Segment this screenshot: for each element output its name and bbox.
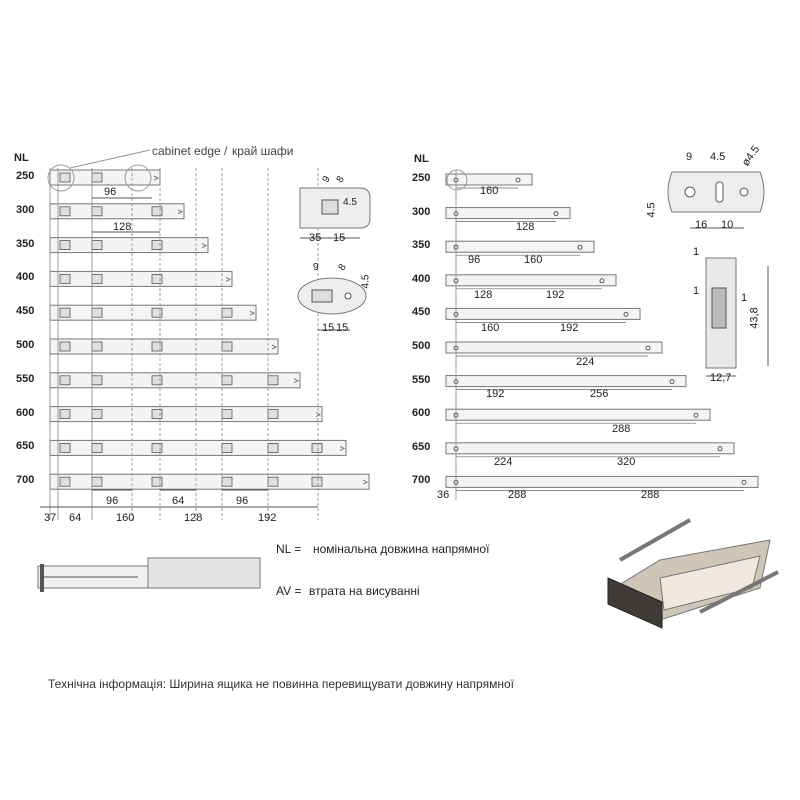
left-bottom-dim-160: 160	[116, 512, 135, 524]
legend-nl-text: номінальна довжина напрямної	[313, 542, 490, 556]
left-mount-hole	[92, 207, 102, 216]
right-row-label: 500	[412, 340, 431, 352]
left-mount-hole	[92, 410, 102, 419]
right-rail-hole	[600, 279, 604, 283]
left-mount-hole	[152, 443, 162, 452]
detail-top-8: 8	[334, 174, 347, 185]
cabinet-edge-label: cabinet edge /	[152, 144, 228, 158]
rdim-700-36: 36	[437, 489, 450, 501]
left-mount-hole	[60, 207, 70, 216]
left-mount-hole	[268, 443, 278, 452]
right-row-label: 450	[412, 306, 431, 319]
left-mount-hole	[152, 477, 162, 486]
right-rail-550	[446, 376, 686, 387]
detail-top-45: 4.5	[343, 197, 357, 208]
rdim-450-160: 160	[481, 322, 500, 334]
rdetail-45: 4.5	[710, 151, 726, 163]
legend-av-text: втрата на висуванні	[309, 584, 420, 598]
cabinet-edge-label-ua: край шафи	[232, 144, 294, 158]
left-mount-hole	[152, 342, 162, 351]
detail-bottom-15a: 15	[322, 322, 335, 334]
left-rail-400	[50, 271, 232, 286]
rdim-450-192: 192	[560, 322, 579, 334]
left-mount-hole	[152, 410, 162, 419]
rdim-700-288b: 288	[641, 489, 660, 501]
rdetail-127: 12,7	[710, 372, 732, 384]
rdim-550-256: 256	[590, 388, 609, 400]
left-mount-hole	[152, 207, 162, 216]
left-row-label: 450	[16, 305, 35, 318]
left-mount-hole	[92, 274, 102, 283]
rdetail-dia45: ø4.5	[739, 143, 763, 169]
left-mount-hole	[222, 477, 232, 486]
rdetail-438: 43,8	[748, 307, 761, 329]
right-rail-hole	[578, 245, 582, 249]
rdim-250-160: 160	[480, 185, 499, 197]
left-bottom-dim-37: 37	[44, 512, 57, 524]
rdim-550-192: 192	[486, 388, 505, 400]
rdim-600-288: 288	[612, 423, 631, 435]
left-mount-hole	[60, 308, 70, 317]
left-row-label: 250	[16, 170, 35, 182]
left-mount-hole	[222, 410, 232, 419]
rdim-350-160: 160	[524, 254, 543, 266]
left-mount-hole	[268, 477, 278, 486]
left-mount-hole	[152, 308, 162, 317]
right-rail-hole	[670, 380, 674, 384]
detail-bottom-8: 8	[336, 262, 349, 273]
left-mount-hole	[92, 173, 102, 182]
right-row-label: 550	[412, 373, 431, 386]
rdim-500-224: 224	[576, 356, 595, 368]
left-bottom-dim-128: 128	[184, 512, 203, 524]
left-rail-350	[50, 238, 208, 253]
left-mount-hole	[60, 477, 70, 486]
left-dim-128: 128	[113, 221, 132, 233]
left-mount-hole	[312, 477, 322, 486]
left-mount-hole	[222, 443, 232, 452]
left-row-label: 600	[16, 406, 35, 419]
legend-nl-key: NL =	[276, 542, 302, 556]
rdim-650-224: 224	[494, 456, 513, 468]
detail-dim-35: 35	[309, 232, 322, 244]
left-mount-hole	[152, 241, 162, 250]
rdetail-hole	[685, 187, 695, 197]
left-bottom-dim-64b: 64	[172, 495, 185, 507]
right-nl-header: NL	[414, 153, 429, 165]
left-bottom-dim-64: 64	[69, 512, 82, 524]
right-row-label: 650	[412, 440, 431, 453]
left-mount-hole	[60, 342, 70, 351]
left-bottom-dim-96a: 96	[106, 495, 119, 507]
left-mount-hole	[268, 376, 278, 385]
left-row-label: 300	[16, 203, 35, 216]
left-mount-hole	[60, 410, 70, 419]
right-rail-650	[446, 443, 734, 454]
left-mount-hole	[152, 274, 162, 283]
right-rail-350	[446, 241, 594, 252]
rdim-400-128: 128	[474, 289, 493, 301]
right-rail-hole	[554, 212, 558, 216]
right-row-label: 350	[412, 239, 431, 252]
right-rail-450	[446, 308, 640, 319]
right-rail-500	[446, 342, 662, 353]
left-mount-hole	[152, 376, 162, 385]
rdetail-10: 10	[721, 219, 734, 231]
left-mount-hole	[268, 410, 278, 419]
detail-dim-15: 15	[333, 232, 346, 244]
right-rail-700	[446, 476, 758, 487]
right-row-label: 600	[412, 407, 431, 420]
left-mount-hole	[92, 241, 102, 250]
rdim-350-96: 96	[468, 254, 481, 266]
rdetail-9: 9	[686, 151, 693, 163]
technical-note: Технічна інформація: Ширина ящика не повинна перевищувати довжину напрямної	[48, 677, 514, 691]
left-dim-96: 96	[104, 186, 117, 198]
rdetail-1a: 1	[693, 246, 700, 258]
right-row-label: 700	[412, 474, 431, 487]
right-row-label: 300	[412, 205, 431, 218]
left-mount-hole	[222, 342, 232, 351]
left-bottom-dim-96b: 96	[236, 495, 249, 507]
rdim-400-192: 192	[546, 289, 565, 301]
rdetail-slot	[716, 182, 723, 202]
left-row-label: 400	[16, 271, 35, 284]
detail-bottom-9: 9	[313, 262, 319, 273]
detail-bottom-45: 4.5	[360, 274, 372, 289]
left-row-label: 650	[16, 440, 35, 453]
left-mount-hole	[222, 376, 232, 385]
rdetail-1b: 1	[693, 285, 700, 297]
rdim-650-320: 320	[617, 456, 636, 468]
rdetail-16: 16	[695, 219, 708, 231]
right-rail-600	[446, 409, 710, 420]
right-rail-hole	[624, 312, 628, 316]
legend-av-key: AV =	[276, 584, 302, 598]
left-mount-hole	[60, 241, 70, 250]
right-row-label: 400	[412, 272, 431, 285]
detail-bottom-hole	[345, 293, 351, 299]
detail-bottom-15b: 15	[336, 322, 349, 334]
left-rail-600	[50, 407, 322, 422]
right-rail-hole	[694, 413, 698, 417]
right-row-label: 250	[412, 172, 431, 184]
left-mount-hole	[92, 342, 102, 351]
detail-top-slot	[322, 200, 338, 214]
detail-bottom-slot	[312, 290, 332, 302]
left-mount-hole	[312, 443, 322, 452]
right-rail-hole	[516, 178, 520, 182]
right-rail-hole	[646, 346, 650, 350]
rdetail-side45: 4.5	[645, 202, 658, 218]
rdetail-profile-inner	[712, 288, 726, 328]
left-mount-hole	[92, 308, 102, 317]
rdim-300-128: 128	[516, 221, 535, 233]
left-mount-hole	[92, 376, 102, 385]
left-row-label: 550	[16, 372, 35, 385]
left-nl-header: NL	[14, 152, 29, 164]
left-rail-550	[50, 373, 300, 388]
drawer-rail-top	[620, 520, 690, 560]
right-rail-hole	[742, 480, 746, 484]
left-mount-hole	[60, 443, 70, 452]
left-mount-hole	[60, 376, 70, 385]
left-mount-hole	[60, 274, 70, 283]
rdetail-1c: 1	[741, 292, 748, 304]
left-mount-hole	[222, 308, 232, 317]
legend-rail-endcap	[40, 564, 44, 592]
rdetail-hole-2	[740, 188, 748, 196]
right-rail-300	[446, 208, 570, 219]
legend-rail-right	[148, 558, 260, 588]
right-rail-400	[446, 275, 616, 286]
rdim-700-288a: 288	[508, 489, 527, 501]
left-rail-500	[50, 339, 278, 354]
left-row-label: 350	[16, 237, 35, 250]
left-row-label: 500	[16, 339, 35, 351]
left-mount-hole	[92, 443, 102, 452]
left-bottom-dim-192: 192	[258, 512, 277, 524]
left-mount-hole	[92, 477, 102, 486]
left-row-label: 700	[16, 474, 35, 487]
left-mount-hole	[60, 173, 70, 182]
detail-top-9: 9	[320, 174, 333, 185]
right-rail-hole	[718, 447, 722, 451]
